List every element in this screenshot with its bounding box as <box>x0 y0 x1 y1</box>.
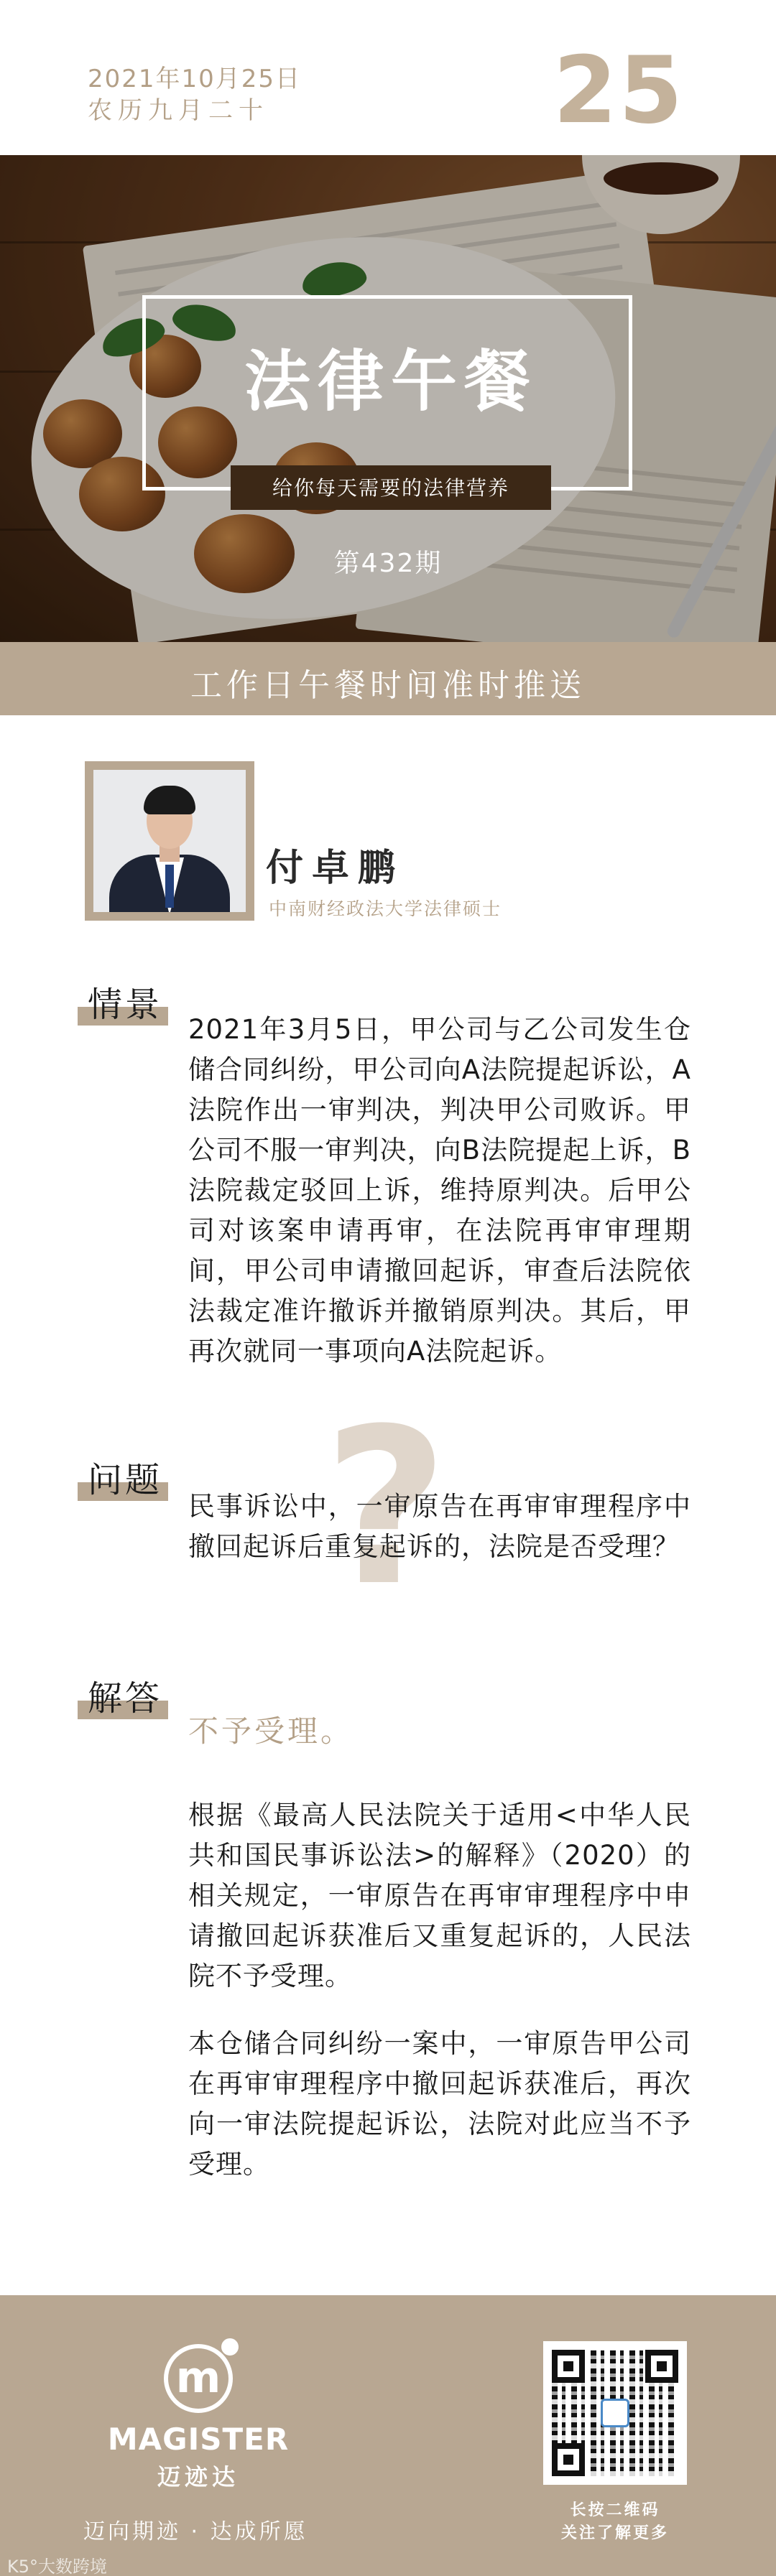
brand-name-en: MAGISTER <box>107 2422 290 2457</box>
watermark: K5°大数跨境 <box>7 2557 108 2576</box>
qr-code[interactable] <box>543 2341 687 2485</box>
brand-slogan: 迈向期迹 · 达成所愿 <box>83 2519 308 2544</box>
magister-logo-icon <box>164 2344 233 2413</box>
footer <box>0 2295 776 2576</box>
scenario-text: 2021年3月5日，甲公司与乙公司发生仓储合同纠纷，甲公司向A法院提起诉讼，A法院作出一审判决，判决甲公司败诉。甲公司不服一审判决，向B法院提起上诉，B法院裁定驳回上诉，维持原判决。后甲公司对该案申请再审，在法院再审审理期间，甲公司申请撤回起诉，审查后法院依法裁定准许撤诉并撤销原判决。其后，甲再次就同一事项向A法院起诉。 <box>188 1014 691 1367</box>
author-photo-frame <box>85 761 254 921</box>
section-label: 解答 <box>88 1678 163 1719</box>
author-title: 中南财经政法大学法律硕士 <box>269 898 502 919</box>
brand-name-cn: 迈迹达 <box>157 2463 239 2491</box>
qr-finder-icon <box>552 2350 585 2383</box>
title-frame <box>142 295 632 500</box>
push-schedule-text: 工作日午餐时间准时推送 <box>190 667 586 704</box>
lunar-date: 农历九月二十 <box>88 96 269 125</box>
answer-paragraph-2: 本仓储合同纠纷一案中，一审原告甲公司在再审审理程序中撤回起诉获准后，再次向一审法院提起诉讼，法院对此应当不予受理。 <box>188 2028 691 2180</box>
qr-caption-line-2: 关注了解更多 <box>560 2524 669 2542</box>
avatar <box>93 770 246 912</box>
page-title: 法律午餐 <box>244 343 537 420</box>
push-schedule-band <box>0 642 776 715</box>
answer-paragraph-1: 根据《最高人民法院关于适用<中华人民共和国民事诉讼法>的解释》（2020）的相关规定，一审原告在再审审理程序中申请撤回起诉获准后又重复起诉的，人民法院不予受理。 <box>188 1800 691 1991</box>
hero-banner <box>0 155 776 642</box>
day-number: 25 <box>553 37 684 144</box>
author-name: 付卓鹏 <box>266 847 405 890</box>
logo-letter: m <box>175 2353 221 2403</box>
qr-logo-icon <box>601 2399 629 2427</box>
section-label: 问题 <box>88 1460 163 1500</box>
page-subtitle: 给你每天需要的法律营养 <box>272 476 509 500</box>
answer-lead: 不予受理。 <box>188 1714 354 1749</box>
qr-finder-icon <box>645 2350 678 2383</box>
qr-caption-line-1: 长按二维码 <box>570 2501 660 2519</box>
subtitle-box <box>231 465 551 510</box>
issue-number: 第432期 <box>333 549 443 578</box>
date-header <box>0 0 776 155</box>
qr-finder-icon <box>552 2443 585 2476</box>
question-text: 民事诉讼中，一审原告在再审审理程序中撤回起诉后重复起诉的，法院是否受理？ <box>188 1491 691 1562</box>
question-mark-icon: ? <box>323 1382 449 1633</box>
solar-date: 2021年10月25日 <box>88 65 302 93</box>
section-label: 情景 <box>88 985 163 1025</box>
